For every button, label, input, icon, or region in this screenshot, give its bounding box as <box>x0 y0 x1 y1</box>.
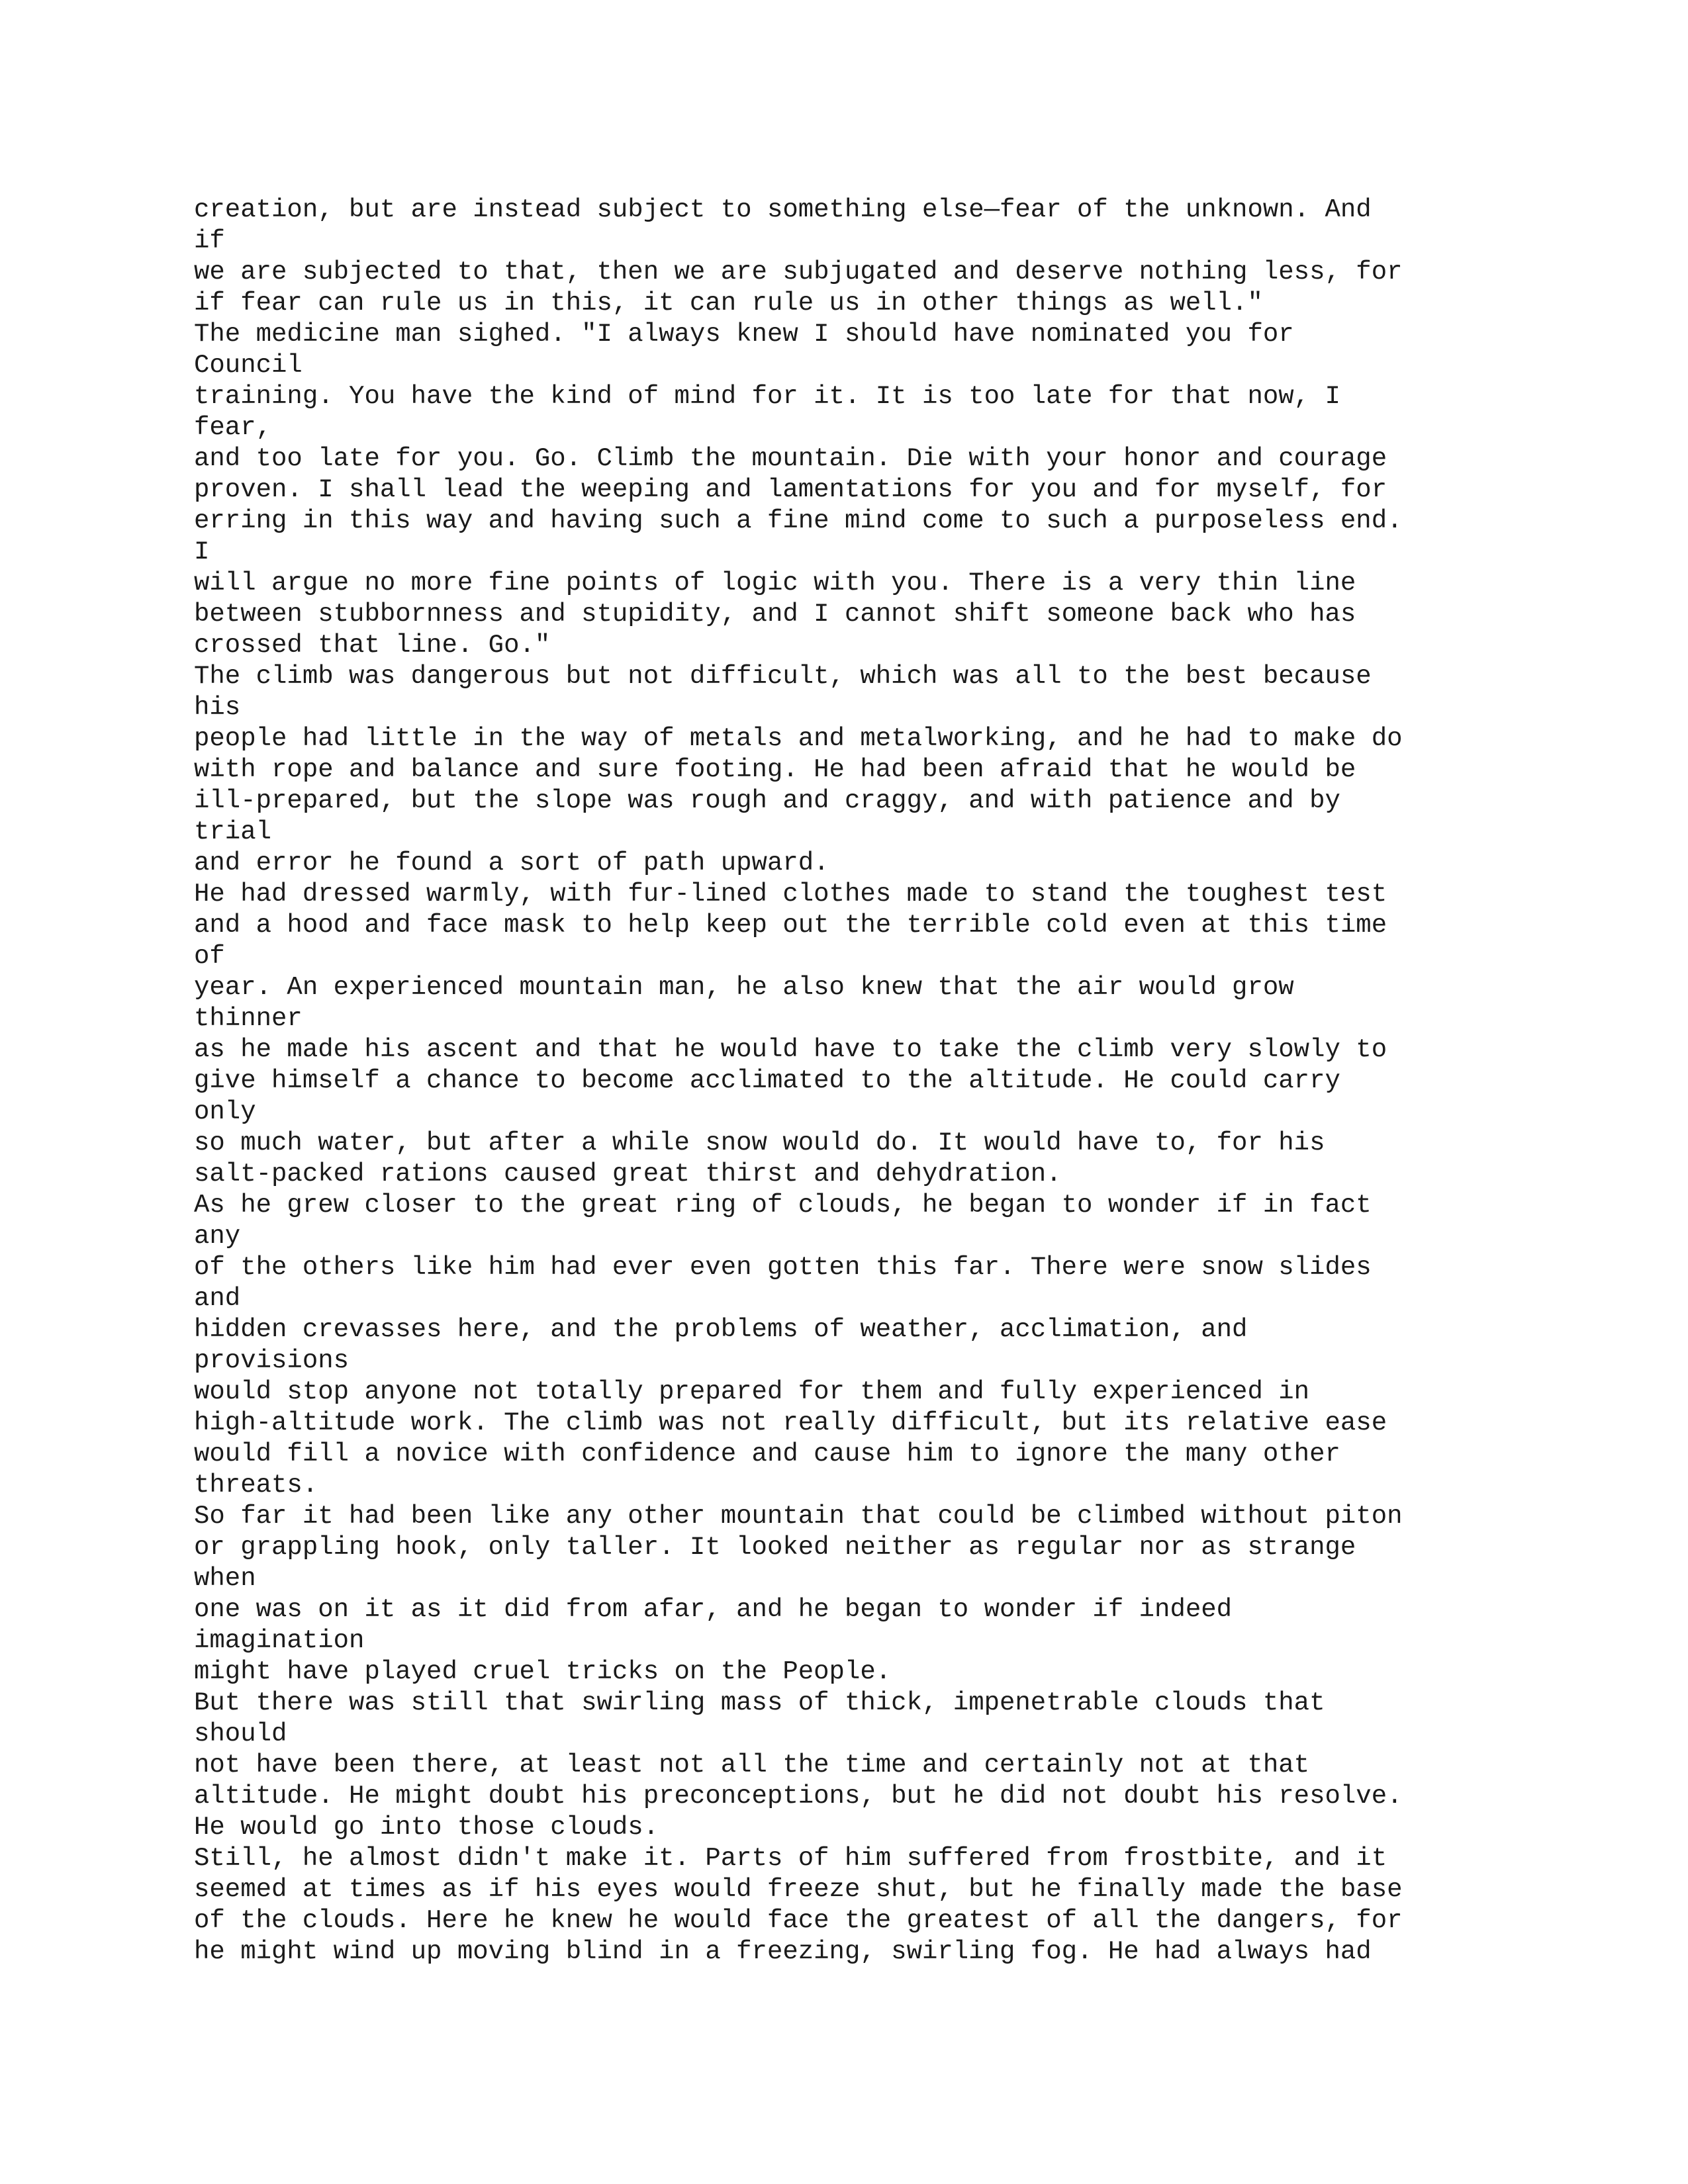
text-line: seemed at times as if his eyes would freeze shut, but he finally made the base <box>194 1875 1403 1904</box>
text-line: only <box>194 1097 256 1126</box>
text-line: so much water, but after a while snow would do. It would have to, for his <box>194 1128 1325 1158</box>
text-line: of the others like him had ever even gotten this far. There were snow slides <box>194 1253 1372 1282</box>
text-line: trial <box>194 817 272 846</box>
text-line: Still, he almost didn't make it. Parts of him suffered from frostbite, and it <box>194 1844 1387 1873</box>
text-line: and error he found a sort of path upward. <box>194 848 829 878</box>
text-line: training. You have the kind of mind for it. It is too late for that now, I <box>194 382 1340 411</box>
text-line: proven. I shall lead the weeping and lamentations for you and for myself, for <box>194 475 1387 504</box>
text-line: crossed that line. Go." <box>194 631 551 660</box>
text-line: threats. <box>194 1471 318 1500</box>
text-line: of <box>194 942 225 971</box>
text-line: when <box>194 1564 256 1593</box>
text-line: would fill a novice with confidence and cause him to ignore the many other <box>194 1439 1340 1469</box>
text-line: any <box>194 1222 241 1251</box>
text-line: he might wind up moving blind in a freezing, swirling fog. He had always had <box>194 1937 1372 1966</box>
text-line: salt-packed rations caused great thirst and dehydration. <box>194 1160 1062 1189</box>
text-line: fear, <box>194 413 272 442</box>
text-line: provisions <box>194 1346 350 1375</box>
text-line: As he grew closer to the great ring of clouds, he began to wonder if in fact <box>194 1191 1372 1220</box>
text-line: with rope and balance and sure footing. He had been afraid that he would be <box>194 755 1356 784</box>
body-text <box>194 195 1677 1968</box>
text-line: So far it had been like any other mountain that could be climbed without piton <box>194 1502 1403 1531</box>
text-line: He had dressed warmly, with fur-lined clothes made to stand the toughest test <box>194 880 1387 909</box>
text-line: might have played cruel tricks on the People. <box>194 1657 892 1686</box>
text-line: if fear can rule us in this, it can rule us in other things as well." <box>194 289 1263 318</box>
text-line: not have been there, at least not all the time and certainly not at that <box>194 1751 1310 1780</box>
text-line: of the clouds. Here he knew he would face the greatest of all the dangers, for <box>194 1906 1403 1935</box>
text-line: The medicine man sighed. "I always knew I should have nominated you for <box>194 320 1294 349</box>
text-line: should <box>194 1719 287 1749</box>
text-line: and too late for you. Go. Climb the mountain. Die with your honor and courage <box>194 444 1387 473</box>
text-line: But there was still that swirling mass of thick, impenetrable clouds that <box>194 1688 1325 1717</box>
text-line: or grappling hook, only taller. It looked neither as regular nor as strange <box>194 1533 1356 1562</box>
text-line: people had little in the way of metals and metalworking, and he had to make do <box>194 724 1403 753</box>
text-line: He would go into those clouds. <box>194 1813 659 1842</box>
text-line: will argue no more fine points of logic with you. There is a very thin line <box>194 569 1356 598</box>
text-line: ill-prepared, but the slope was rough and craggy, and with patience and by <box>194 786 1340 815</box>
text-line: and <box>194 1284 241 1313</box>
text-line: hidden crevasses here, and the problems of weather, acclimation, and <box>194 1315 1248 1344</box>
text-line: erring in this way and having such a fine mind come to such a purposeless end. <box>194 506 1403 535</box>
text-line: altitude. He might doubt his preconceptions, but he did not doubt his resolve. <box>194 1782 1403 1811</box>
text-line: thinner <box>194 1004 303 1033</box>
text-line: give himself a chance to become acclimated to the altitude. He could carry <box>194 1066 1340 1095</box>
text-line: we are subjected to that, then we are subjugated and deserve nothing less, for <box>194 257 1403 287</box>
text-line: between stubbornness and stupidity, and I cannot shift someone back who has <box>194 600 1356 629</box>
text-line: The climb was dangerous but not difficult, which was all to the best because <box>194 662 1372 691</box>
text-line: would stop anyone not totally prepared for them and fully experienced in <box>194 1377 1310 1406</box>
text-line: and a hood and face mask to help keep out the terrible cold even at this time <box>194 911 1387 940</box>
text-line: year. An experienced mountain man, he also knew that the air would grow <box>194 973 1294 1002</box>
text-line: if <box>194 226 225 255</box>
text-line: imagination <box>194 1626 365 1655</box>
text-line: I <box>194 537 210 567</box>
text-line: creation, but are instead subject to something else—fear of the unknown. And <box>194 195 1372 224</box>
text-line: his <box>194 693 241 722</box>
text-line: high-altitude work. The climb was not really difficult, but its relative ease <box>194 1408 1387 1437</box>
text-line: as he made his ascent and that he would have to take the climb very slowly to <box>194 1035 1387 1064</box>
text-line: one was on it as it did from afar, and he began to wonder if indeed <box>194 1595 1233 1624</box>
text-line: Council <box>194 351 303 380</box>
